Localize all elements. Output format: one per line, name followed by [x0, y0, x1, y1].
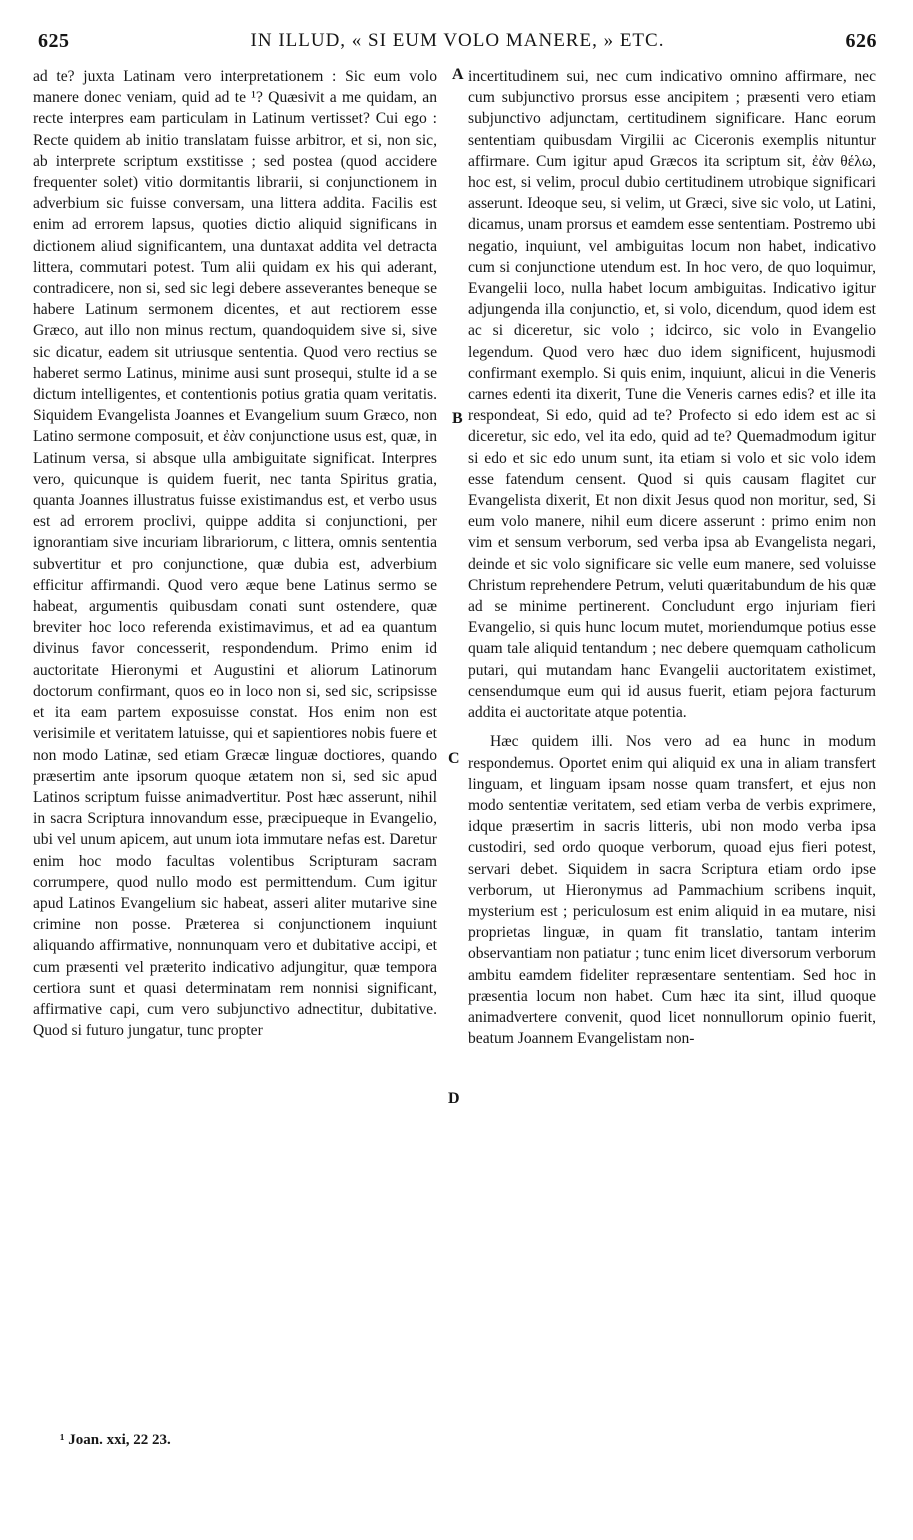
left-column [33, 66, 437, 1041]
page-number-right: 626 [845, 30, 877, 52]
left-paragraph: ad te? juxta Latinam vero interpretationem : Sic eum volo manere donec veniam, quid ad te ¹? Quæsivit a me quidam, an recte interpres eam particulam in Latinum vertisset? Cui ego : Recte quidem ab initio translatam fuisse arbitror, et si, non sic, ab interprete scriptum exstitisse ; sed postea (quod accidere frequenter solet) vitio dormitantis librarii, si conjunctionem in adverbium sic fuisse conversam, una littera addita. Facilis est enim ad errorem lapsus, quoties dictio aliquid significans in dictionem aliud significantem, una duntaxat addita vel detracta littera, commutari potest. Tum alii quidam ex his qui aderant, contradicere, non si, sed sic legi debere asseverantes beneque se habere Latinum sermonem dicentes, et aut rectiorem esse Græco, aut illo non minus rectum, quandoquidem sive si, sive sic dicatur, eadem sit utriusque sententia. Quod vero rectius se haberet sermo Latinus, minime ausi sunt prosequi, stulte id a se dictum intelligentes, et contentionis potius gratia quam veritatis. Siquidem Evangelista Joannes et Evangelium suum Græco, non Latino sermone composuit, et ἐὰν conjunctione usus est, quæ, in Latinum versa, si absque ulla ambiguitate significat. Interpres vero, quicunque is quidem fuerit, nec tanta Spiritus gratia, quanta Joannes illustratus fuisse existimandus est, et verbo usus est ad errorem proclivi, quippe addita si conjunctioni, per ignorantiam sive incuriam librariorum, c littera, omnis sententia subvertitur et pro conjunctione, quæ dubia est, adverbium efficitur affirmandi. Quod vero æque bene Latinus sermo se habeat, argumentis quibusdam conati sunt ostendere, quæ breviter hoc loco referenda existimavimus, et ad ea quantum divinus favor concesserit, respondendum. Primo enim id auctoritate Hieronymi et Augustini et aliorum Latinorum doctorum confirmant, quos eo in loco non si, sed sic, scripsisse et ita eam partem exposuisse constat. Hos enim non est verisimile et veritatem latuisse, qui et sapientiores nobis fuere et non modo Latinæ, sed etiam Græcæ linguæ doctiores, quando præsertim ante ipsorum quoque ætatem non si, sed sic apud Latinos scriptum fuisse animadvertitur. Post hæc asserunt, nihil in sacra Scriptura innovandum esse, præcipueque in Evangelio, ubi vel unum apicem, aut unum iota immutare nefas est. Daretur enim hoc modo facultas volentibus Scripturam sacram corrumpere, quod nullo modo est permittendum. Cum igitur apud Latinos Evangelium sic habeat, asseri aliter mutarive sine crimine non posse. Præterea si conjunctionem inquiunt aliquando affirmative, nonnunquam vero et dubitative accipi, et cum præsenti vel præterito indicativo adjungitur, quæ tempora certiora sunt et quasi determinatam rem nonnisi significant, affirmative capi, cum vero subjunctivo adnectitur, dubitative. Quod si futuro jungatur, tunc propter [33, 68, 437, 1040]
margin-marker-d: D [448, 1090, 460, 1107]
right-paragraph-1: incertitudinem sui, nec cum indicativo omnino affirmare, nec cum subjunctivo prorsus esse ancipitem ; præsenti vero etiam subjunctivo adjunctam, certitudinem significare. Hanc eorum sententiam quibusdam Virgilii ac Ciceronis exemplis nituntur affirmare. Cum igitur apud Græcos ita scriptum sit, ἐὰν θέλω, hoc est, si velim, procul dubio certitudinem utrobique significari asserunt. Ideoque seu, si velim, ut Græci, sive sic volo, ut Latini, dicamus, unam prorsus et eamdem esse sententiam. Postremo ubi negatio, inquiunt, vel ambiguitas locum non habet, indicativo cum si conjunctione utendum est. In hoc vero, de quo loquimur, Evangelii loco, nulla habet locum ambiguitas. Indicativo igitur adjungenda illa conjunctio, et, si volo, dicendum, quod idem est ac si diceretur, sic volo ; idcirco, sic volo in Evangelio legendum. Quod vero hæc duo idem significent, hujusmodi confirmant exemplo. Si quis enim, inquiunt, alicui in die Veneris carnes edenti ita dixerit, Tune die Veneris carnes edis? et ille ita respondeat, Si edo, quid ad te? Profecto si edo idem est ac si diceretur, sic edo, vel ita edo, quid ad te? Quemadmodum igitur si edo et sic edo unum sunt, ita etiam si volo et sic volo idem esse fatendum censent. Quod si quis causam flagitet cur Evangelista dixerit, Et non dixit Jesus quod non moritur, sed, Si eum volo manere, nihil eum dicere asserunt : primo enim non vim et sensum verborum, sed verba ipsa ab Evangelista negari, deinde et sic volo significare sic velle eum manere, sed voluisse Christum reprehendere Petrum, veluti quæritabundum de his quæ ad se minime pertinerent. Concludunt ergo injuriam fieri Evangelio, si quis hunc locum mutet, moriendumque potius esse quam tale aliquid tentandum ; nec debere quemquam catholicum putari, qui mutandam hanc Evangelii auctoritatem existimet, censendumque eum qui id ausus fuerit, etiam pejora facturum addita ei auctoritate atque potentia. [468, 68, 876, 722]
margin-marker-c: C [448, 750, 460, 767]
right-paragraph-2: Hæc quidem illi. Nos vero ad ea hunc in modum respondemus. Oportet enim qui aliquid ex una in aliam transfert linguam, et linguam ipsam nosse quam transfert, et ejus non modo sententiæ veritatem, sed etiam verba de verbis exprimere, idque præsertim in sacris litteris, ubi non modo verba ipsa custodiri, sed ordo quoque verborum, quoad ejus fieri potest, servari debet. Siquidem in sacra Scriptura etiam ordo ipse verborum, ut Hieronymus ad Pammachium scribens inquit, mysterium est ; periculosum est enim aliquid in ea mutare, nisi proprietas linguæ, in quam fit translatio, tantam interim observantiam non patiatur ; tunc enim licet diversorum verborum ambitu eamdem fideliter repræsentare sententiam. Sed hoc in præsentia locum non habet. Cum hæc ita sint, illud quoque animadvertere convenit, quod licet nonnullorum opinio fuerit, beatum Joannem Evangelistam non- [468, 733, 876, 1048]
margin-marker-a: A [452, 66, 464, 83]
page-number-left: 625 [38, 30, 70, 52]
margin-marker-b: B [452, 410, 463, 427]
footnote: ¹ Joan. xxi, 22 23. [60, 1432, 171, 1448]
running-header [38, 30, 877, 64]
running-title: IN ILLUD, « SI EUM VOLO MANERE, » ETC. [250, 30, 665, 51]
right-column [468, 66, 876, 1049]
